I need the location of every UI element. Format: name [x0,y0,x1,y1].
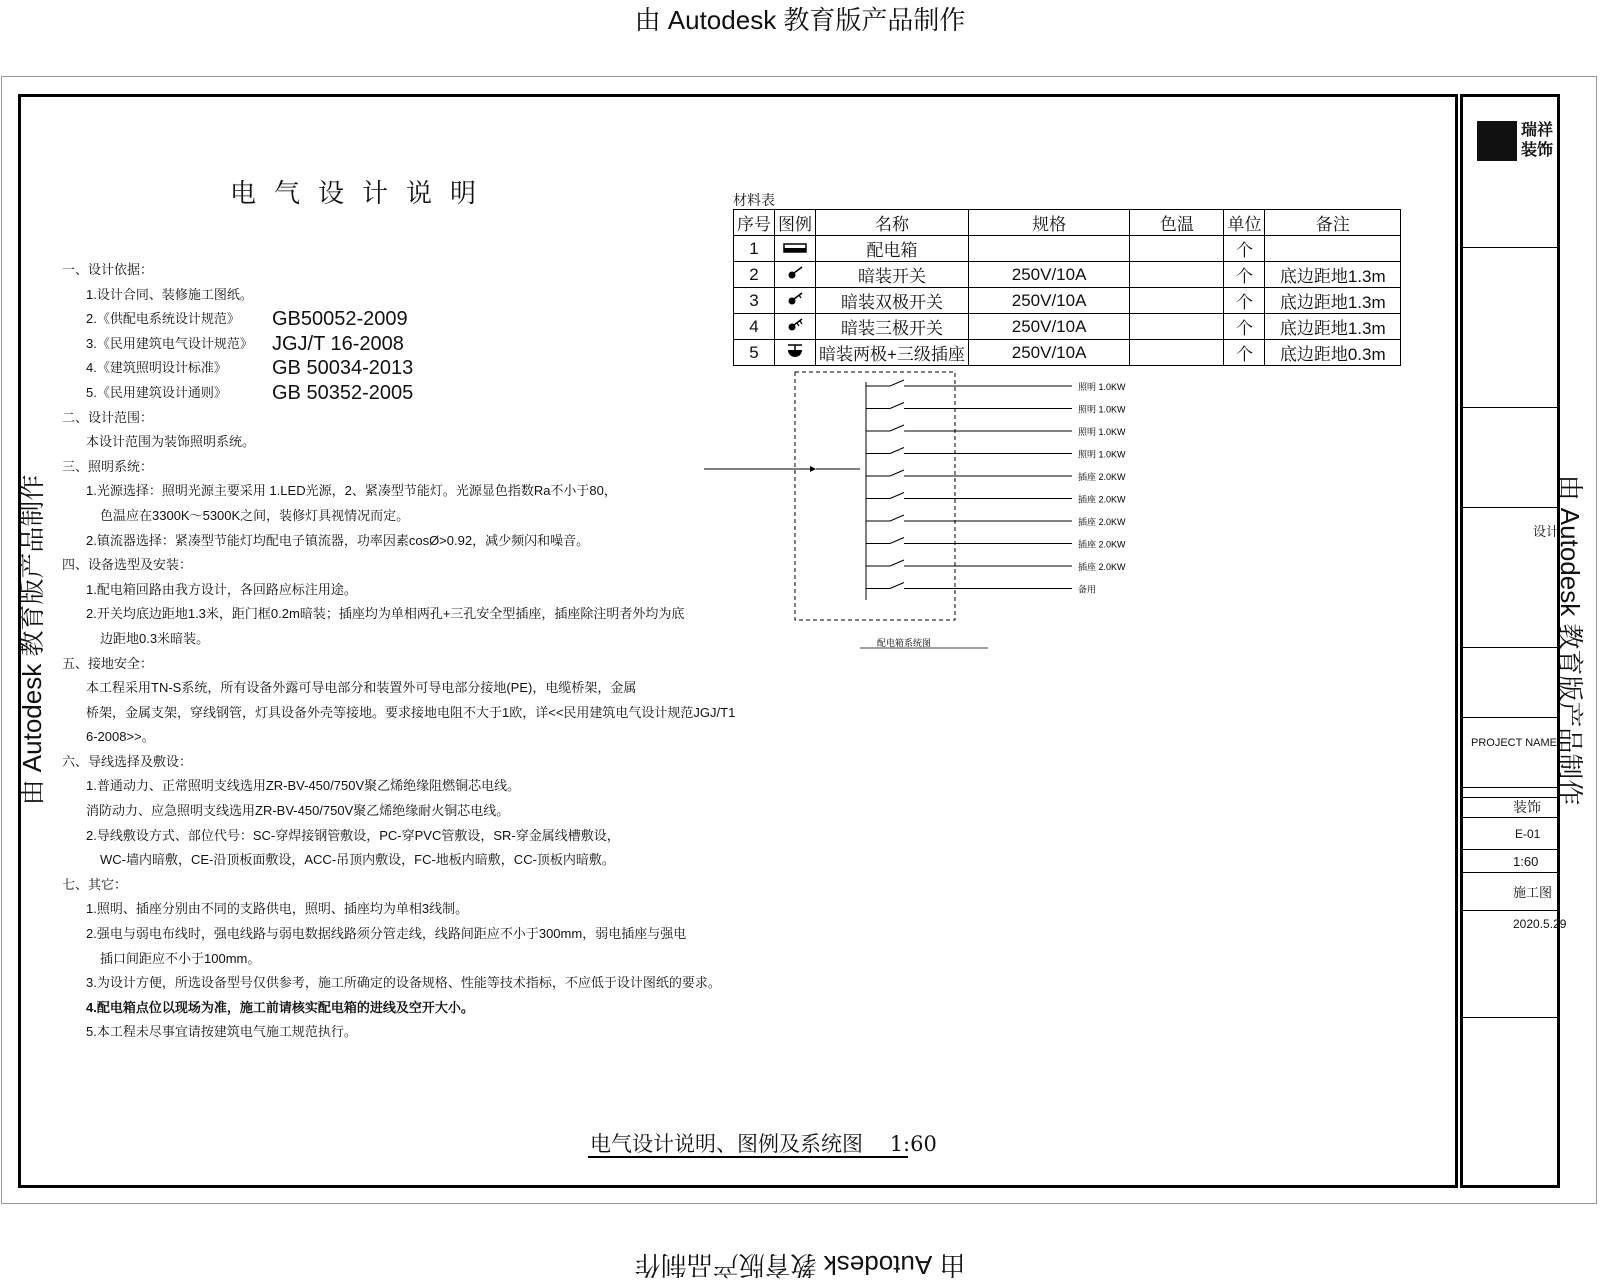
row-name: 暗装三极开关 [816,314,969,340]
row-color-temp [1130,262,1224,288]
note-text: 二、设计范围： [62,409,154,425]
note-line [62,799,662,824]
header-cell: 规格 [968,210,1129,236]
load-label: 插座 2.0KW [1078,562,1126,572]
socket-icon [775,340,816,366]
note-line [62,332,662,357]
note-text: 2.开关均底边距地1.3米，距门框0.2m暗装；插座均为单相两孔+三孔安全型插座，插座除注明者外均为底 [86,606,685,622]
note-line [62,873,662,898]
note-text: 四、设备选型及安装： [62,557,193,573]
project-name-label: PROJECT NAME [1471,737,1557,749]
drawing-title-text: 电气设计说明、图例及系统图 [590,1132,863,1156]
row-spec: 250V/10A [968,288,1129,314]
note-text: 2.《供配电系统设计规范》 [86,311,240,327]
row-unit: 个 [1224,340,1265,366]
design-notes [62,258,736,1045]
note-text: 5.《民用建筑设计通则》 [86,384,227,400]
materials-table [733,209,1401,366]
note-text: 七、其它： [62,876,128,892]
note-line [62,406,662,431]
note-line [62,676,662,701]
table-row [734,288,1401,314]
row-name: 暗装双极开关 [816,288,969,314]
header-cell: 备注 [1265,210,1401,236]
drawing-scale: 1:60 [889,1132,937,1156]
stage-value: 施工图 [1513,885,1553,900]
incoming-arrow [810,466,816,472]
note-line [62,381,662,406]
row-note: 底边距地1.3m [1265,314,1401,340]
row-note [1265,236,1401,262]
breaker-icon [890,493,904,499]
date-value: 2020.5.29 [1513,917,1567,931]
table-row [734,340,1401,366]
discipline-value: 装饰 [1513,799,1541,815]
row-spec: 250V/10A [968,340,1129,366]
note-text: 插口间距应不小于100mm。 [100,950,261,966]
note-text: 1.配电箱回路由我方设计，各回路应标注用途。 [86,581,357,597]
row-no: 2 [734,262,775,288]
note-text: 消防动力、应急照明支线选用ZR-BV-450/750V聚乙烯绝缘耐火铜芯电线。 [86,803,510,819]
row-note: 底边距地0.3m [1265,340,1401,366]
breaker-icon [890,470,904,476]
note-line [62,356,662,381]
note-text: 六、导线选择及敷设： [62,753,193,769]
note-line [62,602,685,627]
header-cell: 图例 [775,210,816,236]
load-label: 插座 2.0KW [1078,517,1126,527]
note-text: 1.普通动力、正常照明支线选用ZR-BV-450/750V聚乙烯绝缘阻燃铜芯电线。 [86,778,521,794]
breaker-icon [890,560,904,566]
note-line [62,578,662,603]
header-cell: 序号 [734,210,775,236]
standard-code: JGJ/T 16-2008 [272,332,404,355]
company-logo-icon [1477,121,1517,161]
note-line [62,504,662,529]
materials-header-row [734,210,1401,236]
page-title: 电气设计说明 [230,179,495,209]
row-no: 4 [734,314,775,340]
scale-value: 1:60 [1513,854,1539,869]
row-color-temp [1130,288,1224,314]
note-line [62,922,687,947]
panel-outline [795,372,955,620]
standard-code: GB 50352-2005 [272,381,414,404]
note-line [62,553,662,578]
note-line [62,529,662,554]
load-label: 插座 2.0KW [1078,539,1126,550]
note-text: 五、接地安全： [62,655,154,671]
note-line [62,455,662,480]
note-line [62,774,662,799]
title-underline [588,1156,908,1158]
load-label: 照明 1.0KW [1078,404,1126,415]
note-text: 2.镇流器选择：紧凑型节能灯均配电子镇流器，功率因素cosØ>0.92，减少频闪和噪音。 [86,532,590,548]
note-line [62,947,662,972]
row-no: 3 [734,288,775,314]
note-line [62,479,662,504]
header-cell: 名称 [816,210,969,236]
load-label: 插座 2.0KW [1078,472,1126,482]
row-color-temp [1130,236,1224,262]
note-text: 色温应在3300K～5300K之间，装修灯具视情况而定。 [100,507,410,523]
table-row [734,262,1401,288]
note-text: 2.强电与弱电布线时，强电线路与弱电数据线路须分管走线，线路间距应不小于300mm，弱电插座与强电 [86,926,687,942]
note-text: 5.本工程未尽事宜请按建筑电气施工规范执行。 [86,1024,357,1040]
note-text: 4.配电箱点位以现场为准，施工前请核实配电箱的进线及空开大小。 [86,999,474,1015]
load-label: 照明 1.0KW [1078,382,1126,392]
note-line [62,971,721,996]
standard-code: GB 50034-2013 [272,357,414,380]
note-text: 3.《民用建筑电气设计规范》 [86,335,253,351]
note-text: 一、设计依据： [62,262,154,277]
note-line [62,824,662,849]
note-line [62,897,662,922]
title-block [1460,94,1567,1188]
row-unit: 个 [1224,236,1265,262]
row-note: 底边距地1.3m [1265,288,1401,314]
panel-box-icon [775,236,816,262]
row-color-temp [1130,314,1224,340]
note-line [62,725,662,750]
note-line [62,701,736,726]
note-line [62,996,662,1021]
switch-icon [775,262,816,288]
row-name: 暗装开关 [816,262,969,288]
note-line [62,258,662,283]
note-text: WC-墙内暗敷，CE-沿顶板面敷设，ACC-吊顶内敷设，FC-地板内暗敷，CC-顶板内暗敷。 [100,852,615,868]
note-text: 3.为设计方便，所选设备型号仅供参考，施工所确定的设备规格、性能等技术指标，不应低于设计图纸的要求。 [86,975,721,991]
watermark-top: 由 Autodesk 教育版产品制作 [634,5,966,35]
note-line [62,307,662,332]
table-row [734,236,1401,262]
note-text: 1.光源选择：照明光源主要采用 1.LED光源，2、紧凑型节能灯。光源显色指数Ra不小于80， [86,483,617,499]
note-text: 本设计范围为装饰照明系统。 [86,434,256,450]
header-cell: 色温 [1130,210,1224,236]
note-line [62,1020,662,1045]
note-line [62,430,662,455]
load-label: 备用 [1078,584,1097,595]
row-color-temp [1130,340,1224,366]
triple-switch-icon [775,314,816,340]
row-unit: 个 [1224,288,1265,314]
breaker-icon [890,448,904,454]
note-text: 边距地0.3米暗装。 [100,630,210,646]
row-unit: 个 [1224,314,1265,340]
diagram-caption: 配电箱系统图 [876,638,932,648]
note-line [62,652,662,677]
note-line [62,283,662,308]
note-text: 1.设计合同、装修施工图纸。 [86,286,253,302]
row-name: 暗装两极+三级插座 [816,340,969,366]
designer-signature: 设计 [1533,524,1560,539]
note-text: 本工程采用TN-S系统，所有设备外露可导电部分和装置外可导电部分接地(PE)，电缆桥架，金属 [86,680,637,696]
note-line [62,848,662,873]
note-text: 三、照明系统： [62,458,154,474]
note-text: 6-2008>>。 [86,729,155,745]
load-label: 插座 2.0KW [1078,494,1126,505]
system-diagram [700,368,1140,658]
note-text: 2.导线敷设方式、部位代号：SC-穿焊接钢管敷设，PC-穿PVC管敷设，SR-穿金属线槽敷设， [86,827,620,843]
breaker-icon [890,538,904,544]
row-no: 5 [734,340,775,366]
load-label: 照明 1.0KW [1078,449,1126,460]
note-text: 桥架，金属支架，穿线钢管，灯具设备外壳等接地。要求接地电阻不大于1欧，详<<民用建筑电气设计规范JGJ/T1 [86,704,736,720]
row-note: 底边距地1.3m [1265,262,1401,288]
drawing-number: E-01 [1515,827,1541,841]
double-switch-icon [775,288,816,314]
breaker-icon [890,583,904,589]
drawing-title [590,1128,937,1158]
row-spec: 250V/10A [968,262,1129,288]
row-spec [968,236,1129,262]
watermark-bottom: 由 Autodesk 教育版产品制作 [634,1250,966,1280]
note-line [62,750,662,775]
header-cell: 单位 [1224,210,1265,236]
note-line [62,627,662,652]
note-text: 4.《建筑照明设计标准》 [86,360,227,376]
row-spec: 250V/10A [968,314,1129,340]
row-no: 1 [734,236,775,262]
breaker-icon [890,380,904,386]
company-name: 瑞祥装饰 [1521,122,1554,159]
watermark-right: 由 Autodesk 教育版产品制作 [1555,474,1585,806]
breaker-icon [890,425,904,431]
materials-caption: 材料表 [733,192,775,208]
breaker-icon [890,515,904,521]
load-label: 照明 1.0KW [1078,427,1126,437]
note-text: 1.照明、插座分别由不同的支路供电，照明、插座均为单相3线制。 [86,901,469,917]
row-name: 配电箱 [816,236,969,262]
breaker-icon [890,403,904,409]
standard-code: GB50052-2009 [272,308,408,331]
watermark-left: 由 Autodesk 教育版产品制作 [17,474,47,806]
table-row [734,314,1401,340]
row-unit: 个 [1224,262,1265,288]
